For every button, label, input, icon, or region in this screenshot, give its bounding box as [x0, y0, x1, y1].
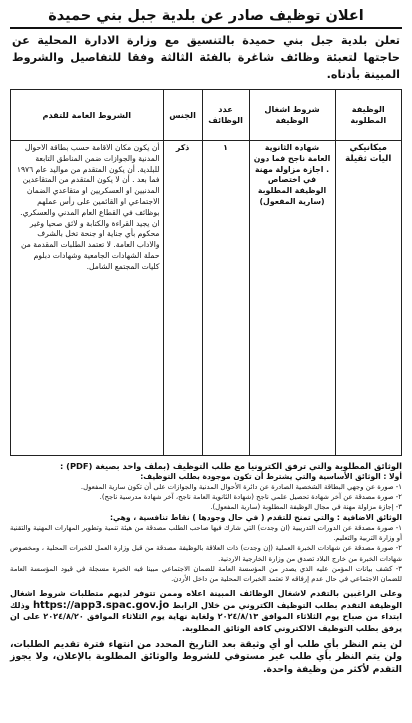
basic-documents-heading: أولا : الوثائق الأساسية والتي يشترط أن تكون موجودة بطلب التوظيف:: [140, 472, 402, 481]
cell-job: ميكانيكي اليات ثقيلة: [335, 141, 401, 456]
extra-document-item: ١- صورة مصدقة عن الدورات التدريبية (ان وجدت) التي شارك فيها صاحب الطلب مصدقة من هيئة تنمية وتطوير المهارات المهنية والتقنية أو وزارة التربية والتعليم.: [10, 524, 402, 543]
apply-text-after: وذلك ابتداء من صباح يوم الثلاثاء الموافق ٢٠٢٤/٨/١٣ ولغاية نهاية يوم الثلاثاء الموافق ٢٠٢٤/٨/٢٠ على ان يرفق بطلب التوظيف الالكتروني كافة الوثائق المطلوبة.: [10, 599, 403, 634]
header-requirements: شروط اشغال الوظيفة: [249, 90, 335, 141]
table-row: [11, 141, 402, 456]
basic-document-item: ٣- إجازة مزاولة مهنة في مجال الوظيفة المطلوبة (سارية المفعول).: [210, 503, 402, 512]
title-divider: [10, 27, 402, 29]
closing-note: لن يتم النظر بأي طلب أو أي وثيقة بعد التاريخ المحدد من انتهاء فترة تقديم الطلبات، ولن يتم النظر بأي طلب غير مستوفي للشروط والوثائق المطلوبة بالإعلان، ولا يجوز التقدم لأكثر من وظيفة واحدة.: [10, 639, 402, 675]
header-conditions: الشروط العامة للتقدم: [11, 90, 164, 141]
basic-document-item: ١- صورة عن وجهي البطاقة الشخصية الصادرة عن دائرة الأحوال المدنية والجوازات على أن تكون سارية المفعول.: [80, 483, 402, 491]
cell-requirements: شهادة الثانوية العامة ناجح فما دون . اجازة مزاولة مهنة في اختصاص الوظيفة المطلوبة (سارية المفعول): [249, 141, 335, 456]
extra-document-item: ٢- صورة مصدقة عن شهادات الخبرة العملية (إن وجدت) ذات العلاقة بالوظيفة مصدقة من قبل وزارة العمل للخبرات المحلية ، ومخصوص شهادات الخبرة من خارج البلاد تصدق من وزارة الخارجية الاردنية.: [10, 544, 402, 563]
basic-document-item: ٢- صورة مصدقة عن آخر شهادة تحصيل علمي ناجح (شهادة الثانوية العامة ناجح، آخر شهادة مدرسية ناجح).: [99, 493, 402, 502]
intro-paragraph: تعلن بلدية جبل بني حميدة بالتنسيق مع وزارة الادارة المحلية عن حاجتها لتعبئة وظائف شاغرة بالفئة الثالثة وفقا للتفاصيل والشروط المبينة بأدناه.: [12, 34, 400, 81]
cell-gender: ذكر: [163, 141, 202, 456]
header-count: عدد الوظائف: [202, 90, 249, 141]
header-gender: الجنس: [163, 90, 202, 141]
jobs-table: [10, 89, 402, 456]
table-header-row: [11, 90, 402, 141]
apply-text-before: وعلى الراغبين بالتقدم لاشغال الوظائف المبينة اعلاه وممن تتوفر لديهم متطلبات شروط اشغال الوظيفة التقدم بطلب التوظيف الكتروني من خلال الرابط: [10, 587, 402, 610]
header-job: الوظيفة المطلوبة: [335, 90, 401, 141]
application-link[interactable]: https://app3.spac.gov.jo: [32, 599, 170, 611]
documents-heading: الوثائق المطلوبة والتي ترفق الكترونيا مع طلب التوظيف (بملف واحد بصيغة (PDF) :: [59, 461, 402, 471]
application-instructions: [10, 588, 402, 635]
page-title: اعلان توظيف صادر عن بلدية جبل بني حميدة: [48, 8, 364, 24]
extra-documents-heading: الوثائق الاضافية : والتي تمنح للتقدم ( في حال وجودها ) نقاط تنافسية ، وهي:: [109, 513, 402, 523]
cell-conditions: أن يكون مكان الاقامة حسب بطاقة الاحوال المدنية والجوازات ضمن المناطق التابعة للبلدية. أن يكون المتقدم من مواليد عام ١٩٧٦ فما بعد . أن لا يكون المتقدم من المتقاعدين المدنيين او العسكريين او متقاعدي الضمان الاجتماعي او القائمين على رأس عملهم بوظائف في القطاع العام المدني والعسكري. ان يجيد القراءة والكتابة و لائق صحيا وغير محكوم بأي جناية او جنحة تخل بالشرف والاداب العامة. لا تعتمد الطلبات المقدمة من حملة الشهادات الجامعية وشهادات دبلوم كليات المجتمع الشامل.: [11, 141, 164, 456]
cell-count: ١: [202, 141, 249, 456]
extra-document-item: ٣- كشف بيانات المؤمن عليه الذي يصدر من المؤسسة العامة للضمان الاجتماعي مبينا فيه الخبرة مسجلة في قيود المؤسسة العامة للضمان الاجتماعي في حال عدم إرفاقه لا تعتمد الخبرات المحلية من داخل الأردن.: [10, 564, 402, 583]
